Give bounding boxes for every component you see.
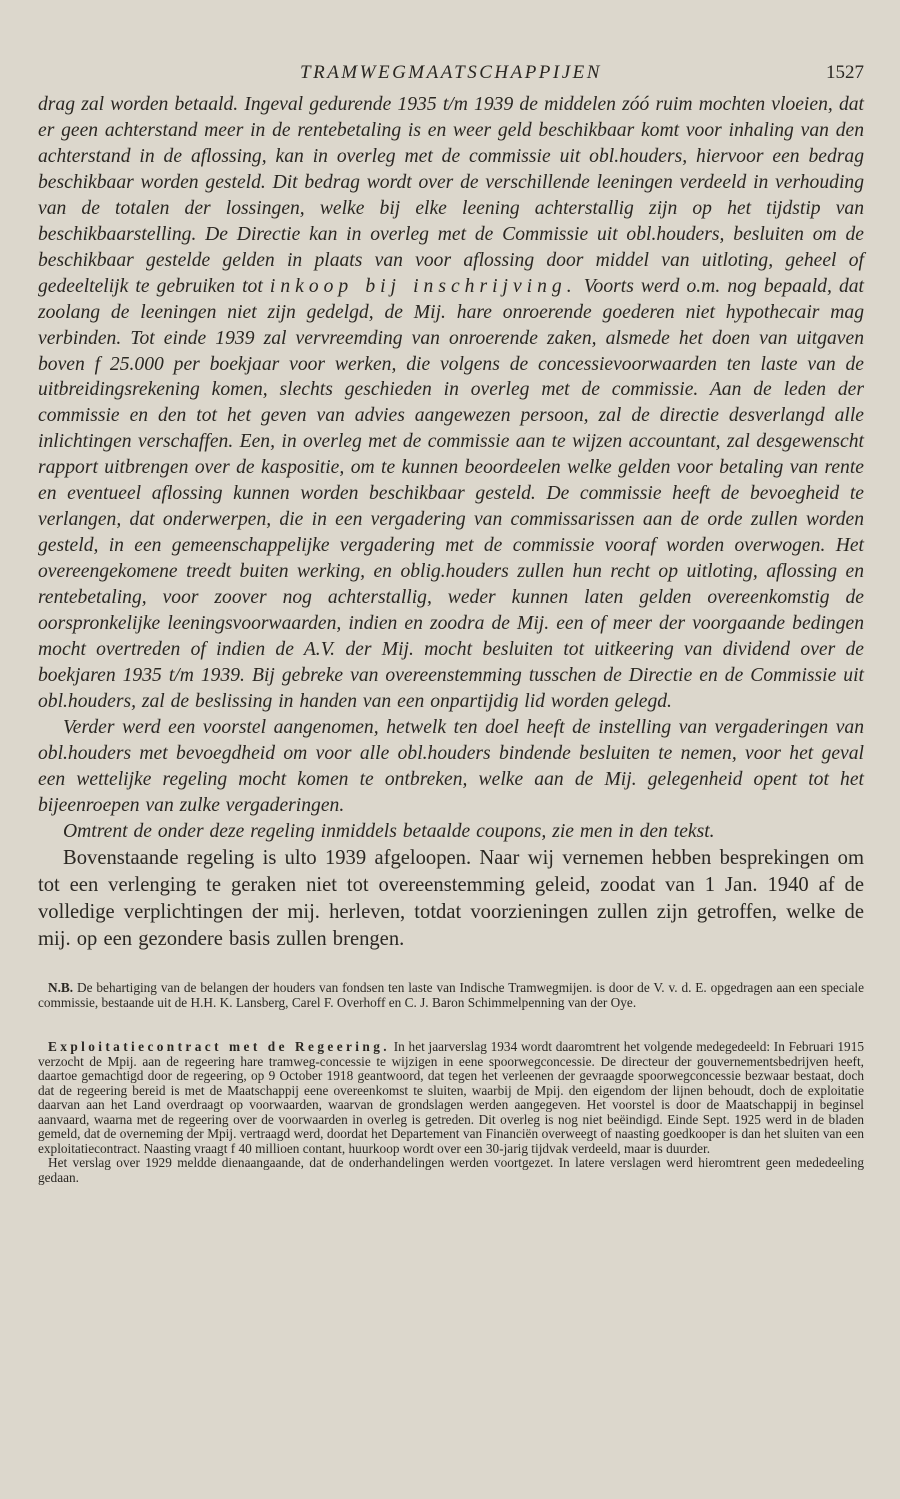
exploitatie-heading: Exploitatiecontract met de Regeering. [48, 1039, 390, 1055]
exploitatie-text-1: In het jaarverslag 1934 wordt daaromtrent het volgende medegedeeld: In Februari 1915 verzocht de Mpij. aan de regeering hare tramweg-concessie te wijzigen in eene spoorwegconcessie. De directeur der gouvernementsbedrijven heeft, daartoe gemachtigd door de regeering, op 9 October 1918 geantwoord, dat tegen het verleenen der gevraagde spoorwegconcessie bezwaar bestaat, doch dat de regeering bereid is met de Maatschappij eene overeenkomst te sluiten, waarbij de Mpij. den eigendom der lijnen behoudt, doch de exploitatie daarvan aan het Land overdraagt op voorwaarden, waarvan de grondslagen werden aangegeven. Het voorstel is door de Maatschappij in beginsel aanvaard, waarna met de regeering over de voorwaarden in overleg is getreden. Dit overleg is nog niet beëindigd. Einde Sept. 1925 werd in de bladen gemeld, dat de overneming der Mpij. vertraagd werd, doordat het Departement van Financiën overweegt of naasting goedkooper is dan het sluiten van een exploitatiecontract. Naasting vraagt f 40 millioen contant, huurkoop wordt over een 30-jarig tijdvak verdeeld, maar is duurder. [38, 1039, 864, 1156]
exploitatie-paragraph-2: Het verslag over 1929 meldde dienaangaande, dat de onderhandelingen werden voortgezet. In latere verslagen werd hieromtrent geen mededeeling gedaan. [38, 1155, 864, 1185]
running-title: TRAMWEGMAATSCHAPPIJEN [300, 62, 602, 83]
running-head [38, 60, 864, 92]
nb-text: De behartiging van de belangen der houders van fondsen ten laste van Indische Tramwegmijen. is door de V. v. d. E. opgedragen aan een speciale commissie, bestaande uit de H.H. K. Lansberg, Carel F. Overhoff en C. J. Baron Schimmelpenning van der Oye. [38, 980, 865, 1010]
page-number: 1527 [826, 62, 864, 83]
italic-paragraph-2: Verder werd een voorstel aangenomen, hetwelk ten doel heeft de instelling van vergaderingen van obl.houders met bevoegdheid om voor alle obl.houders bindende besluiten te nemen, voor het geval een wettelijke regeling mocht komen te ontbreken, welke aan de Mij. gelegenheid opent tot het bijeenroepen van zulke vergaderingen. [38, 716, 864, 816]
nb-label: N.B. [48, 980, 74, 996]
exploitatie-section [38, 1040, 864, 1185]
spaced-phrase: inkoop bij inschrijving. [269, 275, 577, 297]
italic-section [38, 92, 864, 845]
roman-section [38, 845, 864, 954]
exploitatie-paragraph-1 [38, 1040, 864, 1156]
roman-paragraph: Bovenstaande regeling is ulto 1939 afgeloopen. Naar wij vernemen hebben besprekingen om tot een verlenging te geraken niet tot overeenstemming geleid, zoodat van 1 Jan. 1940 af de volledige verplichtingen der mij. herleven, totdat voorzieningen zullen zijn getroffen, welke de mij. op een gezondere basis zullen brengen. [38, 846, 864, 951]
nb-note [38, 981, 864, 1010]
italic-paragraph-1-part-2: Voorts werd o.m. nog bepaald, dat zoolang de leeningen niet zijn gedelgd, de Mij. hare onroerende goederen niet hypothecair mag verbinden. Tot einde 1939 zal vervreemding van onroerende zaken, alsmede het doen van uitgaven boven f 25.000 per boekjaar voor werken, die volgens de concessievoorwaarden ten laste van de uitbreidingsrekening komen, slechts geschieden in overleg met de commissie. Aan de leden der commissie en den tot het geven van advies aangewezen persoon, zal de directie desverlangd alle inlichtingen verschaffen. Een, in overleg met de commissie aan te wijzen accountant, zal desgewenscht rapport uitbrengen over de kaspositie, om te kunnen beoordeelen welke gelden voor betaling van rente en eventueel aflossing kunnen worden beschikbaar gesteld. De commissie heeft de bevoegheid te verlangen, dat onderwerpen, die in een vergadering van commissarissen aan de orde zullen worden gesteld, in een gemeenschappelijke vergadering met de commissie vooraf worden overwogen. Het overeengekomene treedt buiten werking, en oblig.houders zullen hun recht op uitloting, aflossing en rentebetaling, voor zoover nog achterstallig, weder kunnen laten gelden overeenkomstig de oorspronkelijke leeningsvoorwaarden, indien en zoodra de Mij. een of meer der voorgaande bedingen mocht overtreden of indien de A.V. der Mij. mocht besluiten tot uitkeering van dividend over de boekjaren 1935 t/m 1939. Bij gebreke van overeenstemming tusschen de Directie en de Commissie uit obl.houders, zal de beslissing in handen van een onpartijdig lid worden gelegd. [38, 275, 864, 712]
italic-paragraph-3: Omtrent de onder deze regeling inmiddels betaalde coupons, zie men in den tekst. [63, 820, 715, 842]
italic-paragraph-1-part-1: drag zal worden betaald. Ingeval gedurende 1935 t/m 1939 de middelen zóó ruim mochten vloeien, dat er geen achterstand meer in de rentebetaling is en weer geld beschikbaar komt voor inhaling van den achterstand in de aflossing, kan in overleg met de commissie uit obl.houders, hiervoor een bedrag beschikbaar worden gesteld. Dit bedrag wordt over de verschillende leeningen verdeeld in verhouding van de totalen der lossingen, welke bij elke leening achterstallig zijn op het tijdstip van beschikbaarstelling. De Directie kan in overleg met de Commissie uit obl.houders, besluiten om de beschikbaar gestelde gelden in plaats van voor aflossing door middel van uitloting, geheel of gedeeltelijk te gebruiken tot [38, 94, 864, 297]
italic-paragraph-1 [38, 92, 864, 715]
